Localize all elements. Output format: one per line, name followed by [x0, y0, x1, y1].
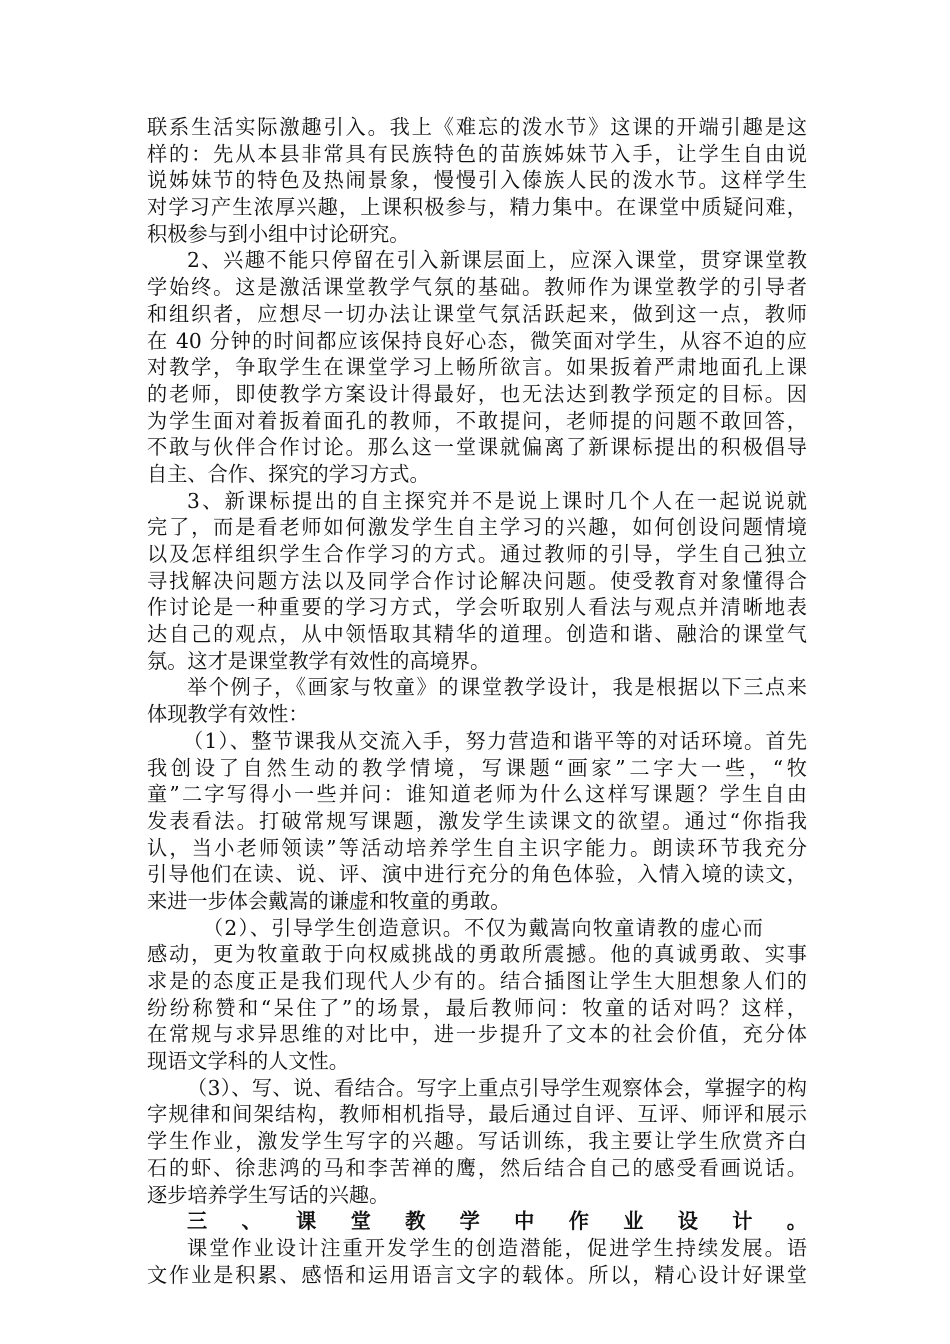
text-line: 认，当小老师领读”等活动培养学生自主识字能力。朗读环节我充分 [147, 835, 807, 860]
text-line: 在 40 分钟的时间都应该保持良好心态，微笑面对学生，从容不迫的应 [147, 328, 807, 353]
text-line: 联系生活实际激趣引入。我上《难忘的泼水节》这课的开端引趣是这 [147, 115, 807, 139]
text-line: 样的：先从本县非常具有民族特色的苗族姊妹节入手，让学生自由说 [147, 141, 807, 166]
text-line: 现语文学科的人文性。 [147, 1049, 349, 1074]
text-line: 以及怎样组织学生合作学习的方式。通过教师的引导，学生自己独立 [147, 542, 807, 566]
text-line: 课堂作业设计注重开发学生的创造潜能，促进学生持续发展。语 [187, 1235, 807, 1260]
text-line: 积极参与到小组中讨论研究。 [147, 221, 410, 246]
text-line: 体现教学有效性： [147, 702, 309, 727]
text-line: 学生作业，激发学生写字的兴趣。写话训练，我主要让学生欣赏齐白 [147, 1129, 807, 1154]
document-body [147, 114, 807, 1288]
text-line: 完了，而是看老师如何激发学生自主学习的兴趣，如何创设问题情境 [147, 515, 807, 540]
text-line: 文作业是积累、感悟和运用语言文字的载体。所以，精心设计好课堂 [147, 1262, 807, 1287]
text-line: （3）、写、说、看结合。写字上重点引导学生观察体会，掌握字的构 [187, 1075, 807, 1100]
text-line: 氛。这才是课堂教学有效性的高境界。 [147, 648, 491, 673]
text-line: 对学习产生浓厚兴趣，上课积极参与，精力集中。在课堂中质疑问难， [147, 195, 807, 220]
text-line: 石的虾、徐悲鸿的马和李苦禅的鹰，然后结合自己的感受看画说话。 [147, 1155, 807, 1180]
text-line: 字规律和间架结构，教师相机指导，最后通过自评、互评、师评和展示 [147, 1102, 807, 1127]
text-line: 3、新课标提出的自主探究并不是说上课时几个人在一起说说就 [187, 488, 807, 513]
text-line: 求是的态度正是我们现代人少有的。结合插图让学生大胆想象人们的 [147, 969, 807, 993]
text-line: 对教学，争取学生在课堂学习上畅所欲言。如果扳着严肃地面孔上课 [147, 355, 807, 380]
text-line: 引导他们在读、说、评、演中进行充分的角色体验，入情入境的读文， [147, 862, 807, 887]
text-line: 达自己的观点，从中领悟取其精华的道理。创造和谐、融洽的课堂气 [147, 622, 807, 647]
section-heading: 三、课堂教学中作业设计。 [187, 1209, 807, 1234]
text-line: 自主、合作、探究的学习方式。 [147, 461, 430, 486]
text-line: 和组织者，应想尽一切办法让课堂气氛活跃起来，做到这一点，教师 [147, 301, 807, 326]
text-line: （2）、引导学生创造意识。不仅为戴嵩向牧童请教的虚心而 [203, 915, 763, 940]
text-line: 发表看法。打破常规写课题，激发学生读课文的欲望。通过“你指我 [147, 808, 807, 833]
text-line: 逐步培养学生写话的兴趣。 [147, 1182, 390, 1207]
text-line: 童”二字写得小一些并问：谁知道老师为什么这样写课题？学生自由 [147, 782, 807, 807]
text-line: 不敢与伙伴合作讨论。那么这一堂课就偏离了新课标提出的积极倡导 [147, 435, 807, 460]
text-line: 为学生面对着扳着面孔的教师，不敢提问，老师提的问题不敢回答， [147, 408, 807, 433]
text-line: 纷纷称赞和“呆住了”的场景，最后教师问：牧童的话对吗？这样， [147, 995, 807, 1020]
text-line: （1）、整节课我从交流入手，努力营造和谐平等的对话环境。首先 [183, 728, 807, 753]
text-line: 寻找解决问题方法以及同学合作讨论解决问题。使受教育对象懂得合 [147, 568, 807, 593]
text-line: 我创设了自然生动的教学情境，写课题“画家”二字大一些，“牧 [147, 755, 807, 780]
text-line: 感动，更为牧童敢于向权威挑战的勇敢所震撼。他的真诚勇敢、实事 [147, 942, 807, 967]
text-line: 的老师，即使教学方案设计得最好，也无法达到教学预定的目标。因 [147, 381, 807, 406]
text-line: 作讨论是一种重要的学习方式，学会听取别人看法与观点并清晰地表 [147, 595, 807, 620]
text-line: 学始终。这是激活课堂教学气氛的基础。教师作为课堂教学的引导者 [147, 275, 807, 300]
text-line: 2、兴趣不能只停留在引入新课层面上，应深入课堂，贯穿课堂教 [187, 248, 807, 273]
text-line: 说姊妹节的特色及热闹景象，慢慢引入傣族人民的泼水节。这样学生 [147, 168, 807, 193]
text-line: 来进一步体会戴嵩的谦虚和牧童的勇敢。 [147, 888, 511, 913]
text-line: 在常规与求异思维的对比中，进一步提升了文本的社会价值，充分体 [147, 1022, 807, 1047]
text-line: 举个例子，《画家与牧童》的课堂教学设计，我是根据以下三点来 [187, 675, 807, 700]
